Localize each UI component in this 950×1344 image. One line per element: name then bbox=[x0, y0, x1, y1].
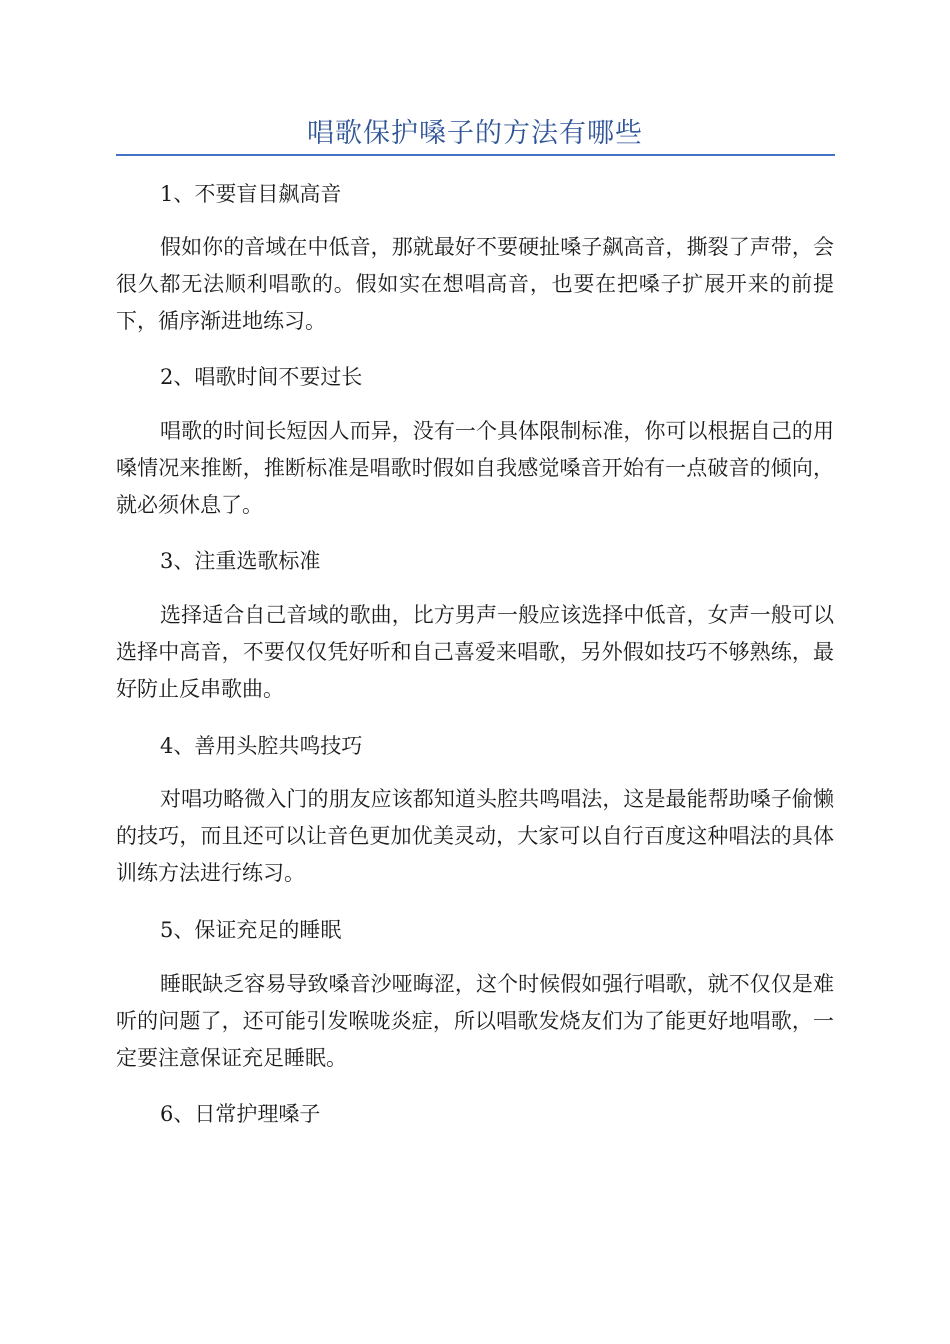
section-heading-3: 3、注重选歌标准 bbox=[160, 549, 321, 573]
document-title: 唱歌保护嗓子的方法有哪些 bbox=[307, 118, 643, 149]
section-body-5: 睡眠缺乏容易导致嗓音沙哑晦涩，这个时候假如强行唱歌，就不仅仅是难听的问题了，还可能引发喉咙炎症，所以唱歌发烧友们为了能更好地唱歌，一定要注意保证充足睡眠。 bbox=[116, 972, 834, 1070]
section-heading-5: 5、保证充足的睡眠 bbox=[160, 918, 342, 942]
title-underline bbox=[116, 154, 835, 156]
section-heading-1: 1、不要盲目飙高音 bbox=[160, 182, 342, 206]
section-body-4: 对唱功略微入门的朋友应该都知道头腔共鸣唱法，这是最能帮助嗓子偷懒的技巧，而且还可以让音色更加优美灵动，大家可以自行百度这种唱法的具体训练方法进行练习。 bbox=[116, 787, 834, 885]
section-body-1: 假如你的音域在中低音，那就最好不要硬扯嗓子飙高音，撕裂了声带，会很久都无法顺利唱歌的。假如实在想唱高音，也要在把嗓子扩展开来的前提下，循序渐进地练习。 bbox=[116, 235, 834, 333]
section-heading-6: 6、日常护理嗓子 bbox=[160, 1102, 321, 1126]
section-body-3: 选择适合自己音域的歌曲，比方男声一般应该选择中低音，女声一般可以选择中高音，不要仅仅凭好听和自己喜爱来唱歌，另外假如技巧不够熟练，最好防止反串歌曲。 bbox=[116, 603, 834, 701]
section-heading-4: 4、善用头腔共鸣技巧 bbox=[160, 734, 363, 758]
section-body-2: 唱歌的时间长短因人而异，没有一个具体限制标准，你可以根据自己的用嗓情况来推断，推断标准是唱歌时假如自我感觉嗓音开始有一点破音的倾向，就必须休息了。 bbox=[116, 419, 834, 517]
section-heading-2: 2、唱歌时间不要过长 bbox=[160, 365, 363, 389]
